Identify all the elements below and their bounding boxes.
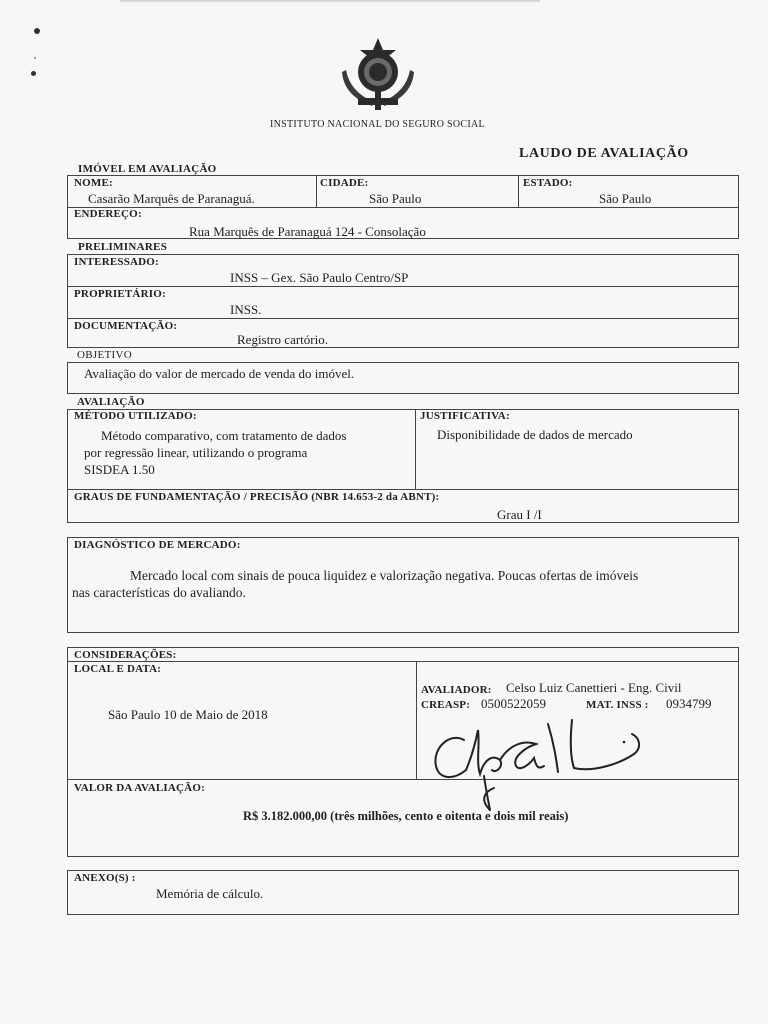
rule (415, 409, 416, 489)
local-data-label: LOCAL E DATA: (74, 663, 162, 675)
scan-speck (31, 71, 36, 76)
graus-label: GRAUS DE FUNDAMENTAÇÃO / PRECISÃO (NBR 14.653-2 da ABNT): (74, 491, 440, 503)
scan-speck (34, 57, 36, 59)
mat-inss-value: 0934799 (666, 696, 712, 711)
anexos-value: Memória de cálculo. (156, 886, 264, 901)
creasp-label: CREASP: (421, 699, 471, 711)
justificativa-value: Disponibilidade de dados de mercado (437, 427, 633, 442)
document-title: LAUDO DE AVALIAÇÃO (519, 146, 689, 161)
scan-shadow (120, 0, 540, 3)
anexos-label: ANEXO(S) : (74, 872, 136, 884)
rule (416, 661, 417, 779)
justificativa-label: JUSTIFICATIVA: (420, 410, 510, 422)
interessado-label: INTERESSADO: (74, 256, 159, 268)
coat-of-arms-emblem (336, 36, 420, 112)
estado-value: São Paulo (599, 191, 652, 206)
section-avaliacao: AVALIAÇÃO (77, 396, 145, 408)
valor-label: VALOR DA AVALIAÇÃO: (74, 782, 205, 794)
metodo-line: por regressão linear, utilizando o programa (84, 445, 308, 460)
mat-inss-label: MAT. INSS : (586, 699, 649, 711)
nome-label: NOME: (74, 177, 113, 189)
endereco-label: ENDEREÇO: (74, 208, 142, 220)
metodo-line: SISDEA 1.50 (84, 462, 155, 477)
documentacao-label: DOCUMENTAÇÃO: (74, 320, 178, 332)
endereco-value: Rua Marquês de Paranaguá 124 - Consolação (189, 224, 426, 239)
local-data-value: São Paulo 10 de Maio de 2018 (108, 707, 268, 722)
rule (67, 661, 739, 662)
metodo-label: MÉTODO UTILIZADO: (74, 410, 197, 422)
rule (67, 318, 739, 319)
diagnostico-label: DIAGNÓSTICO DE MERCADO: (74, 539, 241, 551)
rule (67, 286, 739, 287)
avaliador-label: AVALIADOR: (421, 684, 492, 696)
cidade-value: São Paulo (369, 191, 422, 206)
metodo-line: Método comparativo, com tratamento de dados (101, 428, 347, 443)
institute-name: INSTITUTO NACIONAL DO SEGURO SOCIAL (270, 119, 485, 130)
consideracoes-label: CONSIDERAÇÕES: (74, 649, 177, 661)
rule (518, 175, 519, 207)
section-imovel: IMÓVEL EM AVALIAÇÃO (78, 163, 217, 175)
diagnostico-line: Mercado local com sinais de pouca liquidez e valorização negativa. Poucas ofertas de imóveis (130, 568, 639, 583)
rule (67, 489, 739, 490)
documentacao-value: Registro cartório. (237, 332, 328, 347)
signature (420, 700, 660, 815)
proprietario-label: PROPRIETÁRIO: (74, 288, 166, 300)
creasp-value: 0500522059 (481, 696, 546, 711)
valor-value: R$ 3.182.000,00 (três milhões, cento e oitenta e dois mil reais) (243, 809, 569, 823)
section-objetivo: OBJETIVO (77, 349, 132, 361)
diagnostico-line: nas características do avaliando. (72, 585, 246, 600)
scan-speck (34, 28, 40, 34)
graus-value: Grau I /I (497, 507, 542, 522)
cidade-label: CIDADE: (320, 177, 369, 189)
objetivo-value: Avaliação do valor de mercado de venda do imóvel. (84, 366, 355, 381)
nome-value: Casarão Marquês de Paranaguá. (88, 191, 255, 206)
avaliador-value: Celso Luiz Canettieri - Eng. Civil (506, 680, 682, 695)
rule (67, 207, 739, 208)
preliminares-box (67, 254, 739, 348)
rule (316, 175, 317, 207)
section-preliminares: PRELIMINARES (78, 241, 168, 253)
interessado-value: INSS – Gex. São Paulo Centro/SP (230, 270, 409, 285)
proprietario-value: INSS. (230, 302, 262, 317)
estado-label: ESTADO: (523, 177, 573, 189)
